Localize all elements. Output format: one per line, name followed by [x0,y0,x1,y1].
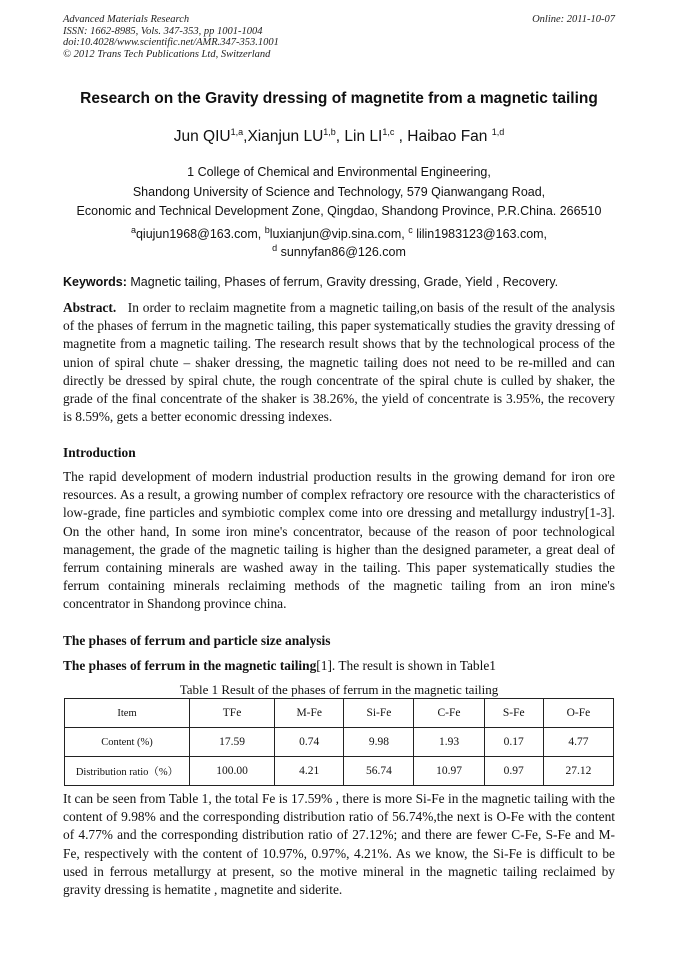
section-heading: The phases of ferrum and particle size analysis [63,633,331,648]
table-header-cell: Si-Fe [344,699,414,728]
email-line [0,224,678,241]
copyright-line: © 2012 Trans Tech Publications Ltd, Switzerland [63,48,271,60]
affiliation-line: Shandong University of Science and Technology, 579 Qianwangang Road, [132,185,546,199]
email-line [0,242,678,259]
table-cell: 4.77 [543,728,613,757]
author-name: Haibao Fan [407,128,488,145]
table-header-cell: Item [65,699,190,728]
table-cell: 27.12 [543,757,613,786]
table-cell: 0.74 [275,728,344,757]
keywords-text: Magnetic tailing, Phases of ferrum, Gravity dressing, Grade, Yield , Recovery. [130,275,559,289]
table-cell: Content (%) [65,728,190,757]
email-address: luxianjun@vip.sina.com, [269,227,405,241]
table-cell: 0.97 [484,757,543,786]
table-header-cell: S-Fe [484,699,543,728]
online-date: Online: 2011-10-07 [532,14,615,25]
table-header-cell: O-Fe [543,699,613,728]
table-header-cell: M-Fe [275,699,344,728]
email-sup: d [272,242,278,253]
introduction-text: The rapid development of modern industrial production results in the growing demand for iron ore resources. As a result, a growing number of complex refractory ore resource with the characteristics of low-grade, fine particles and symbiotic complex come into ore dressing and metallurgy industry[1-3]. On the other hand, In some iron mine's concentrator, because of the reason of poor technological management, the grade of the magnetic tailing is higher than the designed parameter, a great deal of ferrum containing minerals are washed away in the tailing. This paper systematically studies the ferrum containing minerals reclaiming methods of the magnetic tailing from an iron mine's concentrator in Shandong province china. [63,469,615,612]
subsection-ref: [1]. [316,658,336,673]
table-cell: 100.00 [190,757,275,786]
affiliation-line: 1 College of Chemical and Environmental Engineering, [187,165,491,179]
table-caption: Table 1 Result of the phases of ferrum in the magnetic tailing [179,682,499,697]
abstract-text: In order to reclaim magnetite from a magnetic tailing,on basis of the result of the analysis of the phases of ferrum in the magnetic tailing, this paper systematically studies the gravity dressing of magnetite from a magnetic tailing. The research result shows that by the technological process of the union of spiral chute – shaker dressing, the magnetic tailing does not need to be re-milled and can directly be dressed by spiral chute, the rough concentrate of the spiral chute is culled by shaker, the grade of the final concentrate of the shaker is 38.26%, the yield of concentrate is 3.95%, the recovery is 8.59%, gets a better economic dressing indexes. [63,300,615,425]
subsection-text: The result is shown in Table1 [335,658,496,673]
author-name: Jun QIU [173,128,231,145]
keywords-label: Keywords: [63,275,127,289]
table-cell: 56.74 [344,757,414,786]
author-list: Jun QIU$^{1,a}$,Xianjun LU$^{1,b}$, Lin LI$^{1,c}$ , Haibao Fan $^{1,d}$ [173,126,505,145]
table-cell: 9.98 [344,728,414,757]
subsection-heading: The phases of ferrum in the magnetic tailing [63,658,317,673]
table-cell: 1.93 [414,728,484,757]
issn-line: ISSN: 1662-8985, Vols. 347-353, pp 1001-1004 [63,25,263,37]
phases-table [64,698,614,786]
table-cell: 10.97 [414,757,484,786]
email-address: sunnyfan86@126.com [280,245,406,259]
table-cell: 0.17 [484,728,543,757]
email-sup: c [408,224,413,235]
abstract-label: Abstract. [63,300,117,315]
table-row [65,728,614,757]
author-name: Xianjun LU [247,128,324,145]
email-address: lilin1983123@163.com, [416,227,548,241]
email-sup: b [264,224,270,235]
subsection-line [63,657,615,675]
table-cell: 17.59 [190,728,275,757]
table-header-cell: C-Fe [414,699,484,728]
abstract [63,299,615,426]
affiliation-line: Economic and Technical Development Zone, Qingdao, Shandong Province, P.R.China. 266510 [76,204,602,218]
author-sup: 1,d [491,126,505,137]
table-cell: 4.21 [275,757,344,786]
email-sup: a [130,224,136,235]
table-cell: Distribution ratio（%） [65,757,190,786]
introduction-heading: Introduction [63,445,136,460]
table-row [65,757,614,786]
author-sup: 1,b [323,126,336,137]
journal-header [63,14,615,60]
journal-name: Advanced Materials Research [63,14,190,25]
author-sup: 1,a [230,126,244,137]
doi-line: doi:10.4028/www.scientific.net/AMR.347-353.1001 [63,37,279,48]
body-paragraph: It can be seen from Table 1, the total Fe is 17.59% , there is more Si-Fe in the magnetic tailing with the content of 9.98% and the corresponding distribution ratio of 56.74%,the next is O-Fe with the content of 4.77% and the corresponding distribution ratio of 27.12%; and there are fewer C-Fe, S-Fe and M-Fe, respectively with the content of 10.97%, 0.97%, 4.21%. As we know, the Si-Fe is difficult to be used in ferrous metallurgy at present, so the motive mineral in the magnetic tailing reclaimed by gravity dressing is hematite , magnetite and siderite. [63,791,615,898]
keywords [63,275,615,289]
author-name: Lin LI [344,128,383,145]
email-address: qiujun1968@163.com, [135,227,262,241]
table-header-cell: TFe [190,699,275,728]
paper-title: Research on the Gravity dressing of magnetite from a magnetic tailing [80,90,598,107]
author-sup: 1,c [382,126,395,137]
table-header-row [65,699,614,728]
